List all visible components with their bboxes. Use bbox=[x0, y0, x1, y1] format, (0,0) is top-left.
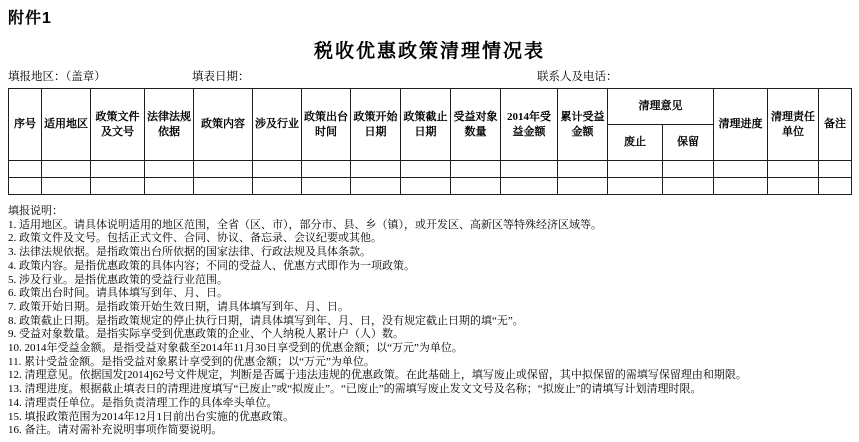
empty-cell bbox=[91, 161, 145, 178]
empty-cell bbox=[451, 161, 501, 178]
col-remarks: 备注 bbox=[819, 89, 852, 161]
empty-cell bbox=[42, 161, 91, 178]
empty-cell bbox=[42, 178, 91, 195]
empty-cell bbox=[194, 161, 253, 178]
instruction-item: 8. 政策截止日期。是指政策规定的停止执行日期，请具体填写到年、月、日，没有规定截止日期的填“无”。 bbox=[8, 314, 524, 327]
meta-row bbox=[0, 68, 859, 84]
empty-cell bbox=[663, 161, 714, 178]
empty-cell bbox=[714, 161, 768, 178]
empty-cell bbox=[768, 161, 819, 178]
empty-cell bbox=[768, 178, 819, 195]
empty-cell bbox=[351, 178, 401, 195]
col-retain: 保留 bbox=[663, 125, 714, 161]
empty-cell bbox=[819, 161, 852, 178]
instruction-item: 6. 政策出台时间。请具体填写到年、月、日。 bbox=[8, 287, 228, 300]
instructions-title: 填报说明： bbox=[8, 205, 63, 217]
col-industries-involved: 涉及行业 bbox=[253, 89, 302, 161]
col-policy-content: 政策内容 bbox=[194, 89, 253, 161]
empty-cell bbox=[253, 161, 302, 178]
empty-cell bbox=[608, 161, 663, 178]
col-abolish: 废止 bbox=[608, 125, 663, 161]
col-policy-end-date: 政策截止日期 bbox=[401, 89, 451, 161]
empty-cell bbox=[501, 178, 558, 195]
col-cumulative-benefit-amount: 累计受益金额 bbox=[558, 89, 608, 161]
empty-cell bbox=[558, 178, 608, 195]
table-row bbox=[9, 161, 852, 178]
empty-cell bbox=[558, 161, 608, 178]
filling-instructions bbox=[8, 205, 853, 438]
empty-cell bbox=[351, 161, 401, 178]
instruction-item: 14. 清理责任单位。是指负责清理工作的具体牵头单位。 bbox=[8, 396, 278, 409]
empty-cell bbox=[401, 178, 451, 195]
empty-cell bbox=[401, 161, 451, 178]
instruction-item: 16. 备注。请对需补充说明事项作简要说明。 bbox=[8, 424, 223, 437]
page-title: 税收优惠政策清理情况表 bbox=[313, 41, 545, 62]
fill-date-label: 填表日期： bbox=[192, 71, 250, 83]
empty-cell bbox=[819, 178, 852, 195]
empty-cell bbox=[9, 178, 42, 195]
instruction-item: 5. 涉及行业。是指优惠政策的受益行业范围。 bbox=[8, 273, 228, 286]
instruction-item: 9. 受益对象数量。是指实际享受到优惠政策的企业、个人纳税人累计户（人）数。 bbox=[8, 328, 404, 341]
col-policy-issue-time: 政策出台时间 bbox=[302, 89, 351, 161]
reporting-region-label: 填报地区：（盖章） bbox=[8, 71, 106, 83]
instruction-item: 11. 累计受益金额。是指受益对象累计享受到的优惠金额；以“万元”为单位。 bbox=[8, 355, 375, 368]
policy-cleanup-table bbox=[8, 88, 852, 195]
col-applicable-region: 适用地区 bbox=[42, 89, 91, 161]
table-row bbox=[9, 178, 852, 195]
instruction-item: 7. 政策开始日期。是指政策开始生效日期，请具体填写到年、月、日。 bbox=[8, 300, 349, 313]
empty-cell bbox=[253, 178, 302, 195]
empty-cell bbox=[194, 178, 253, 195]
empty-cell bbox=[714, 178, 768, 195]
empty-cell bbox=[608, 178, 663, 195]
instruction-item: 4. 政策内容。是指优惠政策的具体内容；不同的受益人、优惠方式即作为一项政策。 bbox=[8, 259, 415, 272]
instruction-item: 12. 清理意见。依据国发[2014]62号文件规定，判断是否属于违法违规的优惠政策。在此基础上，填写废止或保留，其中拟保留的需填写保留理由和期限。 bbox=[8, 369, 747, 382]
col-legal-basis: 法律法规依据 bbox=[145, 89, 194, 161]
empty-cell bbox=[501, 161, 558, 178]
empty-cell bbox=[302, 178, 351, 195]
empty-cell bbox=[302, 161, 351, 178]
empty-cell bbox=[9, 161, 42, 178]
empty-cell bbox=[145, 178, 194, 195]
instruction-item: 3. 法律法规依据。是指政策出台所依据的国家法律、行政法规及具体条款。 bbox=[8, 246, 371, 259]
instruction-item: 13. 清理进度。根据截止填表日的清理进度填写“已废止”或“拟废止”。“已废止”的需填写废止发文文号及名称；“拟废止”的请填写计划清理时限。 bbox=[8, 383, 702, 396]
col-cleanup-progress: 清理进度 bbox=[714, 89, 768, 161]
empty-cell bbox=[145, 161, 194, 178]
col-cleanup-opinion-group: 清理意见 bbox=[608, 89, 714, 125]
empty-cell bbox=[663, 178, 714, 195]
col-policy-start-date: 政策开始日期 bbox=[351, 89, 401, 161]
attachment-label: 附件1 bbox=[8, 10, 52, 27]
col-policy-document-number: 政策文件及文号 bbox=[91, 89, 145, 161]
instruction-item: 15. 填报政策范围为2014年12月1日前出台实施的优惠政策。 bbox=[8, 410, 294, 423]
contact-phone-label: 联系人及电话： bbox=[537, 71, 618, 83]
col-2014-benefit-amount: 2014年受益金额 bbox=[501, 89, 558, 161]
empty-cell bbox=[91, 178, 145, 195]
col-beneficiary-count: 受益对象数量 bbox=[451, 89, 501, 161]
instruction-item: 10. 2014年受益金额。是指受益对象截至2014年11月30日享受到的优惠金额；以“万元”为单位。 bbox=[8, 342, 463, 355]
col-serial-number: 序号 bbox=[9, 89, 42, 161]
instruction-item: 2. 政策文件及文号。包括正式文件、合同、协议、备忘录、会议纪要或其他。 bbox=[8, 232, 382, 245]
empty-cell bbox=[451, 178, 501, 195]
col-responsible-unit: 清理责任单位 bbox=[768, 89, 819, 161]
instruction-item: 1. 适用地区。请具体说明适用的地区范围，全省（区、市），部分市、县、乡（镇），或开发区、高新区等特殊经济区域等。 bbox=[8, 218, 602, 231]
